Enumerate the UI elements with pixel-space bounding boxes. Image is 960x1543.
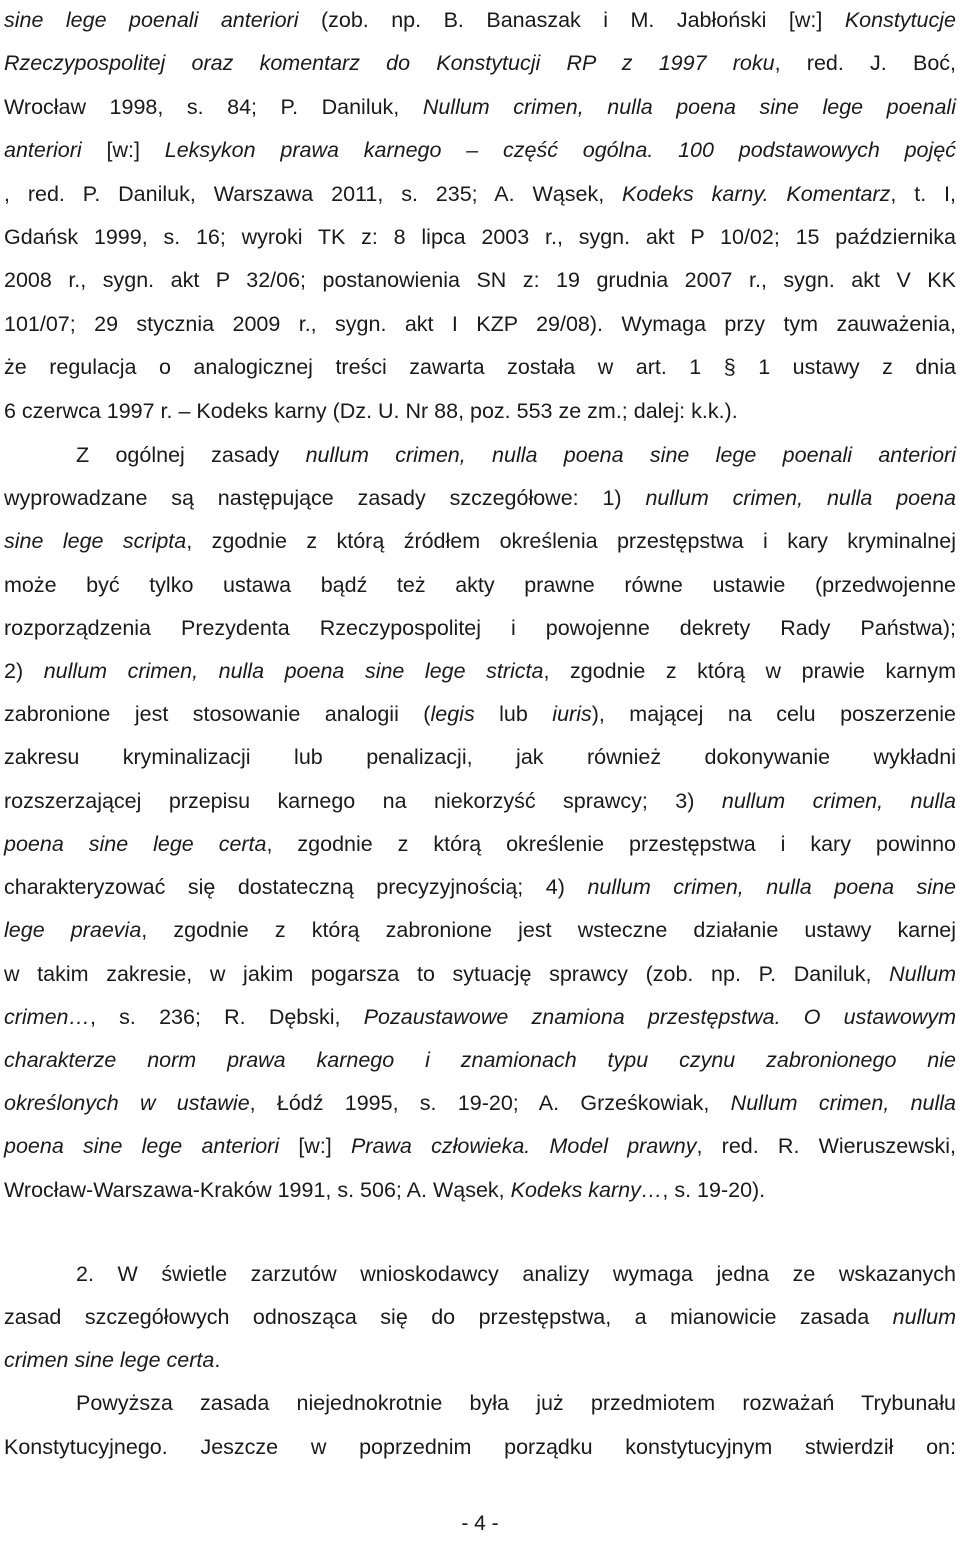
text-line: rozszerzającej przepisu karnego na niekorzyść sprawcy; 3) nullum crimen, nulla — [4, 788, 956, 813]
text-line: zakresu kryminalizacji lub penalizacji, jak również dokonywanie wykładni — [4, 745, 956, 770]
text-line: poena sine lege anteriori [w:] Prawa człowieka. Model prawny, red. R. Wieruszewski, — [4, 1134, 956, 1159]
text-line: Wrocław-Warszawa-Kraków 1991, s. 506; A. Wąsek, Kodeks karny…, s. 19-20). — [4, 1177, 766, 1202]
text-line: charakterze norm prawa karnego i znamionach typu czynu zabronionego nie — [4, 1047, 956, 1072]
text-line: crimen…, s. 236; R. Dębski, Pozaustawowe znamiona przestępstwa. O ustawowym — [4, 1004, 956, 1029]
text-line: poena sine lege certa, zgodnie z którą określenie przestępstwa i kary powinno — [4, 831, 957, 856]
text-line: rozporządzenia Prezydenta Rzeczypospolitej i powojenne dekrety Rady Państwa); — [4, 615, 956, 640]
text-line: crimen sine lege certa. — [4, 1348, 221, 1373]
text-line: sine lege poenali anteriori (zob. np. B. Banaszak i M. Jabłoński [w:] Konstytucje — [4, 8, 956, 32]
section-2-paragraph — [4, 1253, 956, 1383]
text-line: wyprowadzane są następujące zasady szczegółowe: 1) nullum crimen, nulla poena — [4, 486, 956, 511]
text-line: 2. W świetle zarzutów wnioskodawcy analizy wymaga jedna ze wskazanych — [76, 1261, 956, 1286]
text-line: Gdańsk 1999, s. 16; wyroki TK z: 8 lipca 2003 r., sygn. akt P 10/02; 15 października — [4, 225, 956, 250]
text-line: Powyższa zasada niejednokrotnie była już przedmiotem rozważań Trybunału — [76, 1391, 956, 1416]
principle-paragraph — [4, 434, 956, 1212]
text-line: zasad szczegółowych odnosząca się do przestępstwa, a mianowicie zasada nullum — [4, 1304, 956, 1329]
text-line: sine lege scripta, zgodnie z którą źródłem określenia przestępstwa i kary kryminalnej — [4, 529, 956, 554]
text-line: że regulacja o analogicznej treści zawarta została w art. 1 § 1 ustawy z dnia — [4, 355, 956, 380]
text-line: Konstytucyjnego. Jeszcze w poprzednim porządku konstytucyjnym stwierdził on: — [4, 1434, 956, 1459]
text-line: 6 czerwca 1997 r. – Kodeks karny (Dz. U. Nr 88, poz. 553 ze zm.; dalej: k.k.). — [4, 398, 738, 423]
text-line: anteriori [w:] Leksykon prawa karnego – część ogólna. 100 podstawowych pojęć — [4, 138, 956, 163]
text-line: może być tylko ustawa bądź też akty prawne równe ustawie (przedwojenne — [4, 572, 956, 597]
footnote-paragraph — [4, 0, 956, 434]
text-line: 2008 r., sygn. akt P 32/06; postanowienia SN z: 19 grudnia 2007 r., sygn. akt V KK — [4, 268, 956, 293]
text-line: lege praevia, zgodnie z którą zabronione jest wsteczne działanie ustawy karnej — [4, 918, 957, 943]
text-line: określonych w ustawie, Łódź 1995, s. 19-20; A. Grześkowiak, Nullum crimen, nulla — [4, 1091, 956, 1116]
tribunal-paragraph — [4, 1382, 956, 1468]
text-line: charakteryzować się dostateczną precyzyjnością; 4) nullum crimen, nulla poena sine — [4, 875, 956, 900]
text-line: w takim zakresie, w jakim pogarsza to sytuację sprawcy (zob. np. P. Daniluk, Nullum — [4, 961, 956, 986]
document-page — [4, 0, 956, 1469]
text-line: Wrocław 1998, s. 84; P. Daniluk, Nullum crimen, nulla poena sine lege poenali — [4, 94, 956, 119]
text-line: 2) nullum crimen, nulla poena sine lege stricta, zgodnie z którą w prawie karnym — [4, 659, 956, 684]
text-line: Z ogólnej zasady nullum crimen, nulla poena sine lege poenali anteriori — [76, 443, 956, 468]
text-line: 101/07; 29 stycznia 2009 r., sygn. akt I KZP 29/08). Wymaga przy tym zauważenia, — [4, 311, 956, 336]
text-line: Rzeczypospolitej oraz komentarz do Konstytucji RP z 1997 roku, red. J. Boć, — [4, 51, 957, 76]
text-line: zabronione jest stosowanie analogii (legis lub iuris), mającej na celu poszerzenie — [4, 702, 957, 727]
page-number: - 4 - — [461, 1512, 499, 1535]
text-line: , red. P. Daniluk, Warszawa 2011, s. 235; A. Wąsek, Kodeks karny. Komentarz, t. I, — [4, 181, 956, 206]
